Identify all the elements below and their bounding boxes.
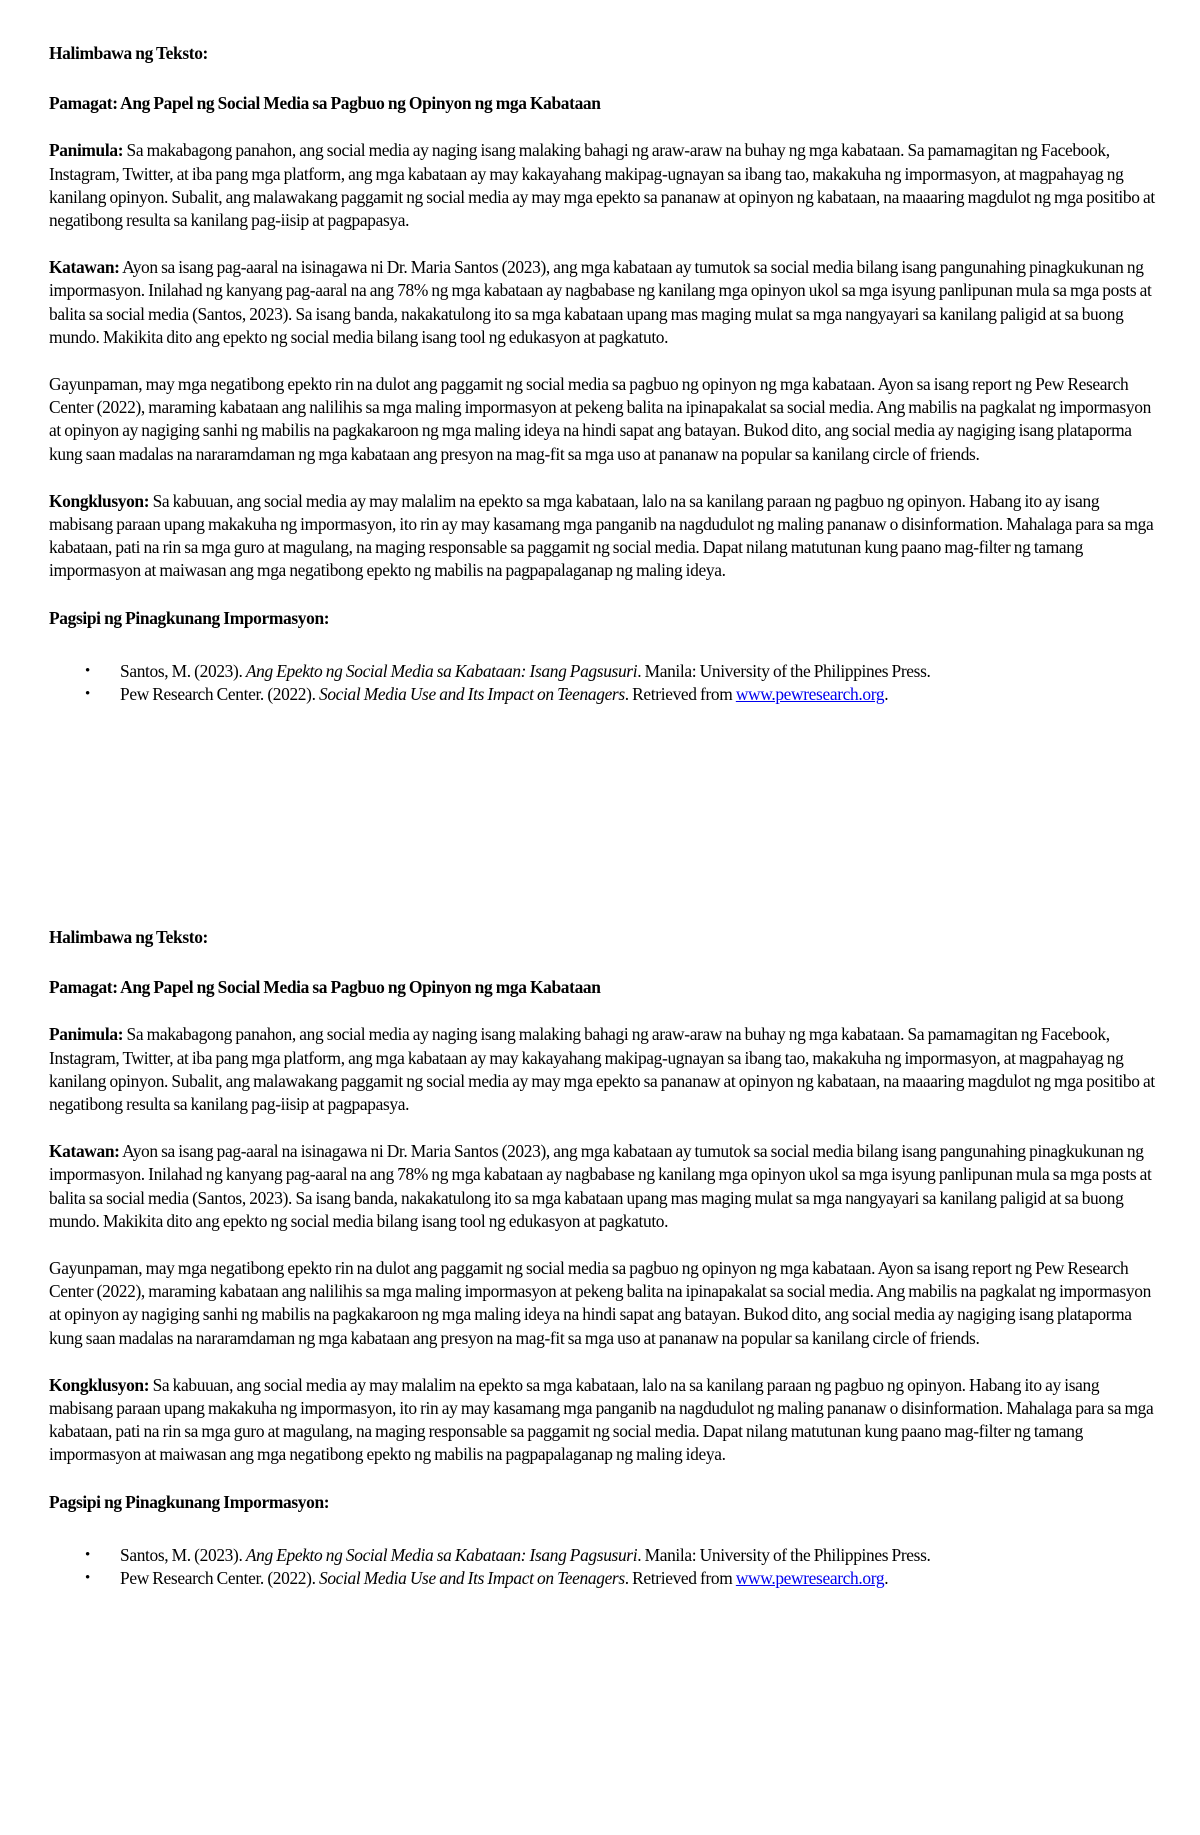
reference-prefix: Santos, M. (2023). <box>120 660 246 681</box>
bullet-icon: • <box>85 1546 90 1563</box>
reference-title: Social Media Use and Its Impact on Teenagers <box>318 1568 625 1589</box>
sources-heading: Pagsipi ng Pinagkunang Impormasyon: <box>49 607 330 628</box>
intro-text: Sa makabagong panahon, ang social media ay naging isang malaking bahagi ng araw-araw na buhay ng mga kabataan. Sa pamamagitan ng Facebook, Instagram, Twitter, at iba pang mga platform, ang mga kabataan ay may kakayahang makipag-ugnayan sa ibang tao, makakuha ng impormasyon, at magpahayag ng kanilang opinyon. Subalit, ang malawakang paggamit ng social media ay may mga epekto sa pananaw at opinyon ng kabataan, na maaaring magdulot ng mga positibo at negatibong resulta sa kanilang pag-iisip at pagpapasya. <box>49 140 1155 231</box>
bullet-icon: • <box>85 686 90 703</box>
conclusion-label: Kongklusyon: <box>49 490 150 511</box>
bullet-icon: • <box>85 1570 90 1587</box>
reference-list <box>49 1544 1161 1590</box>
document-copy-1 <box>49 42 1161 706</box>
pew-research-link[interactable]: www.pewresearch.org <box>735 684 885 705</box>
body-continued-paragraph: Gayunpaman, may mga negatibong epekto rin na dulot ang paggamit ng social media sa pagbuo ng opinyon ng mga kabataan. Ayon sa isang report ng Pew Research Center (2022), maraming kabataan ang nalilihis sa mga maling impormasyon at pekeng balita na ipinapakalat sa social media. Ang mabilis na pagkalat ng impormasyon at opinyon ay nagiging sanhi ng mabilis na pagkakaroon ng mga maling ideya na hindi sapat ang batayan. Bukod dito, ang social media ay nagiging isang plataporma kung saan madalas na nararamdaman ng mga kabataan ang presyon na mag-fit sa mga uso at pananaw na popular sa kanilang circle of friends. <box>49 1258 1151 1348</box>
body-label: Katawan: <box>49 257 120 278</box>
sources-heading: Pagsipi ng Pinagkunang Impormasyon: <box>49 1491 330 1512</box>
intro-label: Panimula: <box>49 1024 124 1045</box>
body-text: Ayon sa isang pag-aaral na isinagawa ni Dr. Maria Santos (2023), ang mga kabataan ay tumutok sa social media bilang isang pangunahing pinagkukunan ng impormasyon. Inilahad ng kanyang pag-aaral na ang 78% ng mga kabataan ay nagbabase ng kanilang mga opinyon ukol sa mga isyung panlipunan mula sa mga posts at balita sa social media (Santos, 2023). Sa isang banda, nakakatulong ito sa mga kabataan upang mas maging mulat sa mga nangyayari sa kanilang paligid at sa buong mundo. Makikita dito ang epekto ng social media bilang isang tool ng edukasyon at pagkatuto. <box>49 257 1152 347</box>
document-copy-2 <box>49 926 1161 1590</box>
reference-item <box>49 1567 1161 1590</box>
conclusion-text: Sa kabuuan, ang social media ay may malalim na epekto sa mga kabataan, lalo na sa kanilang paraan ng pagbuo ng opinyon. Habang ito ay isang mabisang paraan upang makakuha ng impormasyon, ito rin ay may kasamang mga panganib na nagdudulot ng maling pananaw o disinformation. Mahalaga para sa mga kabataan, pati na rin sa mga guro at magulang, na maging responsable sa paggamit ng social media. Dapat nilang matutunan kung paano mag-filter ng tamang impormasyon at maiwasan ang mga negatibong epekto ng mabilis na pagpapalaganap ng maling ideya. <box>49 490 1154 581</box>
reference-title: Social Media Use and Its Impact on Teenagers <box>318 684 625 705</box>
reference-end: . <box>884 684 889 705</box>
document-title: Pamagat: Ang Papel ng Social Media sa Pagbuo ng Opinyon ng mga Kabataan <box>49 93 601 114</box>
body-continued-paragraph: Gayunpaman, may mga negatibong epekto rin na dulot ang paggamit ng social media sa pagbuo ng opinyon ng mga kabataan. Ayon sa isang report ng Pew Research Center (2022), maraming kabataan ang nalilihis sa mga maling impormasyon at pekeng balita na ipinapakalat sa social media. Ang mabilis na pagkalat ng impormasyon at opinyon ay nagiging sanhi ng mabilis na pagkakaroon ng mga maling ideya na hindi sapat ang batayan. Bukod dito, ang social media ay nagiging isang plataporma kung saan madalas na nararamdaman ng mga kabataan ang presyon na mag-fit sa mga uso at pananaw na popular sa kanilang circle of friends. <box>49 374 1151 464</box>
reference-suffix: . Retrieved from <box>624 1568 736 1589</box>
body-paragraph <box>49 256 1161 349</box>
conclusion-label: Kongklusyon: <box>49 1374 150 1395</box>
conclusion-paragraph <box>49 490 1161 583</box>
sample-text-label: Halimbawa ng Teksto: <box>49 43 208 63</box>
reference-item <box>49 1544 1161 1567</box>
body-text: Ayon sa isang pag-aaral na isinagawa ni Dr. Maria Santos (2023), ang mga kabataan ay tumutok sa social media bilang isang pangunahing pinagkukunan ng impormasyon. Inilahad ng kanyang pag-aaral na ang 78% ng mga kabataan ay nagbabase ng kanilang mga opinyon ukol sa mga isyung panlipunan mula sa mga posts at balita sa social media (Santos, 2023). Sa isang banda, nakakatulong ito sa mga kabataan upang mas maging mulat sa mga nangyayari sa kanilang paligid at sa buong mundo. Makikita dito ang epekto ng social media bilang isang tool ng edukasyon at pagkatuto. <box>49 1141 1152 1231</box>
intro-text: Sa makabagong panahon, ang social media ay naging isang malaking bahagi ng araw-araw na buhay ng mga kabataan. Sa pamamagitan ng Facebook, Instagram, Twitter, at iba pang mga platform, ang mga kabataan ay may kakayahang makipag-ugnayan sa ibang tao, makakuha ng impormasyon, at magpahayag ng kanilang opinyon. Subalit, ang malawakang paggamit ng social media ay may mga epekto sa pananaw at opinyon ng kabataan, na maaaring magdulot ng mga positibo at negatibong resulta sa kanilang pag-iisip at pagpapasya. <box>49 1024 1155 1115</box>
reference-list <box>49 660 1161 706</box>
reference-title: Ang Epekto ng Social Media sa Kabataan: Isang Pagsusuri <box>245 660 638 681</box>
reference-title: Ang Epekto ng Social Media sa Kabataan: Isang Pagsusuri <box>245 1544 638 1565</box>
intro-paragraph <box>49 1023 1161 1116</box>
conclusion-paragraph <box>49 1374 1161 1467</box>
reference-suffix: . Manila: University of the Philippines Press. <box>637 1544 931 1565</box>
intro-paragraph <box>49 139 1161 232</box>
reference-prefix: Pew Research Center. (2022). <box>120 1568 319 1589</box>
reference-end: . <box>884 1568 889 1589</box>
reference-item <box>49 683 1161 706</box>
body-paragraph <box>49 1140 1161 1233</box>
body-label: Katawan: <box>49 1141 120 1162</box>
reference-item <box>49 660 1161 683</box>
bullet-icon: • <box>85 662 90 679</box>
reference-suffix: . Manila: University of the Philippines Press. <box>637 660 931 681</box>
sample-text-label: Halimbawa ng Teksto: <box>49 927 208 947</box>
pew-research-link[interactable]: www.pewresearch.org <box>735 1568 885 1589</box>
conclusion-text: Sa kabuuan, ang social media ay may malalim na epekto sa mga kabataan, lalo na sa kanilang paraan ng pagbuo ng opinyon. Habang ito ay isang mabisang paraan upang makakuha ng impormasyon, ito rin ay may kasamang mga panganib na nagdudulot ng maling pananaw o disinformation. Mahalaga para sa mga kabataan, pati na rin sa mga guro at magulang, na maging responsable sa paggamit ng social media. Dapat nilang matutunan kung paano mag-filter ng tamang impormasyon at maiwasan ang mga negatibong epekto ng mabilis na pagpapalaganap ng maling ideya. <box>49 1374 1154 1465</box>
reference-suffix: . Retrieved from <box>624 684 736 705</box>
reference-prefix: Santos, M. (2023). <box>120 1544 246 1565</box>
reference-prefix: Pew Research Center. (2022). <box>120 684 319 705</box>
intro-label: Panimula: <box>49 140 124 161</box>
document-title: Pamagat: Ang Papel ng Social Media sa Pagbuo ng Opinyon ng mga Kabataan <box>49 977 601 998</box>
